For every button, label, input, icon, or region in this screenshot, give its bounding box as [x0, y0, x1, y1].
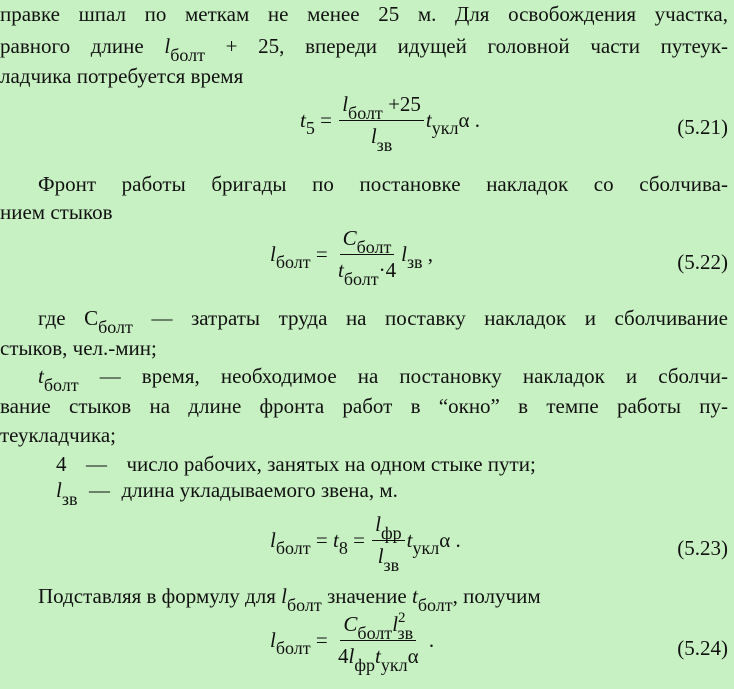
sub-bolt: болт: [357, 623, 393, 643]
para2-line2: нием стыков: [0, 200, 113, 224]
equation-5-21: t 5 = $\frac{\text{lболт +25}}{\text{lзв}}$ t укл α .: [300, 92, 480, 155]
sub-bolt: болт: [286, 595, 322, 615]
var-l: l: [342, 92, 349, 116]
sub: 8: [338, 538, 348, 558]
numerator: [340, 612, 416, 641]
var-l: l: [375, 512, 381, 536]
sub-fr: фр: [354, 655, 375, 675]
fraction: [335, 226, 399, 289]
var-c: C: [342, 226, 357, 250]
eq-number: (5.24): [677, 636, 728, 660]
para3-line: [38, 584, 541, 615]
dash: —: [86, 452, 107, 476]
where-t-line3: теукладчика;: [0, 423, 117, 447]
sub-bolt: болт: [43, 375, 79, 395]
sub-zv: зв: [397, 623, 414, 643]
var-l: l: [377, 544, 384, 568]
var-l: l: [392, 612, 399, 636]
sub-zv: зв: [383, 555, 400, 575]
var-l: l: [401, 242, 407, 266]
text: +25: [388, 92, 421, 116]
sub-bolt: болт: [348, 103, 383, 123]
text: где С: [38, 306, 99, 330]
var-t: t: [411, 584, 418, 608]
eq-number: (5.23): [677, 536, 728, 560]
sub-bolt: болт: [343, 269, 379, 289]
text: ,: [427, 242, 434, 266]
alpha: α: [407, 644, 419, 668]
numerator: [339, 92, 424, 121]
fraction: [339, 92, 424, 155]
text: Подставляя в формулу для: [38, 584, 276, 608]
var-l: l: [281, 584, 287, 608]
text: 4: [56, 452, 67, 476]
sub-bolt: болт: [417, 595, 453, 615]
numerator: [372, 512, 405, 541]
where-t-line1: [38, 364, 728, 395]
where-l-line: [56, 478, 398, 509]
text: .: [428, 628, 435, 652]
sub-ukl: укл: [380, 655, 408, 675]
text: ·4: [378, 258, 397, 282]
text: — время, необходимое на постановку накладок и сболчи-: [99, 364, 728, 388]
equation-5-22: l болт = $\frac{\text{Cболт}}{\text{tболт·4}}$ l зв ,: [270, 226, 434, 289]
var-l: l: [270, 242, 276, 266]
para1-line3: ладчика потребуется время: [0, 64, 244, 88]
alpha: α: [439, 528, 451, 552]
sub-zv: зв: [406, 252, 423, 272]
text: .: [474, 108, 480, 132]
var-l: l: [270, 628, 276, 652]
sub-bolt: болт: [275, 538, 311, 558]
alpha: α: [458, 108, 470, 132]
para1-line2: [0, 34, 729, 65]
sub-fr: фр: [381, 523, 402, 543]
sup: 2: [398, 610, 406, 626]
text: 4: [337, 644, 349, 668]
var-l: l: [370, 124, 377, 148]
denominator: [375, 541, 402, 575]
var-l: l: [270, 528, 276, 552]
var-c: C: [343, 612, 358, 636]
text: .: [455, 528, 461, 552]
var-t: t: [425, 108, 432, 132]
where-c-line2: стыков, чел.-мин;: [0, 336, 157, 360]
text: длина укладываемого звена, м.: [121, 478, 398, 502]
para2-line1: Фронт работы бригады по постановке накладок со сболчива-: [38, 172, 728, 196]
where-four-line: [56, 452, 536, 476]
sub: 5: [305, 118, 315, 138]
where-t-line2: вание стыков на длине фронта работ в “окно” в темпе работы пу-: [0, 394, 728, 418]
sub-zv: зв: [376, 135, 393, 155]
denominator: [335, 255, 399, 289]
text: + 25, впереди идущей головной части путеук-: [225, 34, 729, 58]
var-t: t: [374, 644, 381, 668]
var-t: t: [406, 528, 413, 552]
denominator: [335, 641, 422, 675]
sub-bolt: болт: [356, 237, 392, 257]
var-l: l: [164, 34, 171, 58]
eq-number: (5.22): [677, 250, 728, 274]
text: число рабочих, занятых на одном стыке пути;: [126, 452, 536, 476]
var-l: l: [56, 478, 62, 502]
sub-bolt: болт: [275, 638, 311, 658]
para1-line1: правке шпал по меткам не менее 25 м. Для освобождения участка,: [0, 2, 728, 26]
var-t: t: [337, 258, 344, 282]
sub-zv: зв: [61, 489, 78, 509]
fraction: [372, 512, 405, 575]
where-c-line1: [38, 306, 728, 337]
var-l: l: [348, 644, 355, 668]
sub-bolt: болт: [170, 45, 205, 65]
equation-5-23: l болт = t 8 = $\frac{\text{lфр}}{\text{lзв}}$ t укл α .: [270, 512, 461, 575]
sub-bolt: болт: [98, 317, 133, 337]
text: равного длине: [0, 34, 144, 58]
text: , получим: [452, 584, 541, 608]
dash: —: [88, 478, 110, 502]
sub-ukl: укл: [431, 118, 459, 138]
equation-5-24: l болт = $\frac{Cболтl^2зв}{\text{4lфрtуклα}}$ .: [270, 610, 435, 675]
var-t: t: [332, 528, 339, 552]
var-t: t: [38, 364, 44, 388]
text: значение: [327, 584, 407, 608]
sub-bolt: болт: [275, 252, 311, 272]
text: — затраты труда на поставку накладок и сболчивание: [151, 306, 728, 330]
var-t: t: [300, 108, 306, 132]
denominator: [368, 121, 395, 155]
numerator: [340, 226, 395, 255]
sub-ukl: укл: [412, 538, 440, 558]
eq-number: (5.21): [677, 115, 728, 139]
